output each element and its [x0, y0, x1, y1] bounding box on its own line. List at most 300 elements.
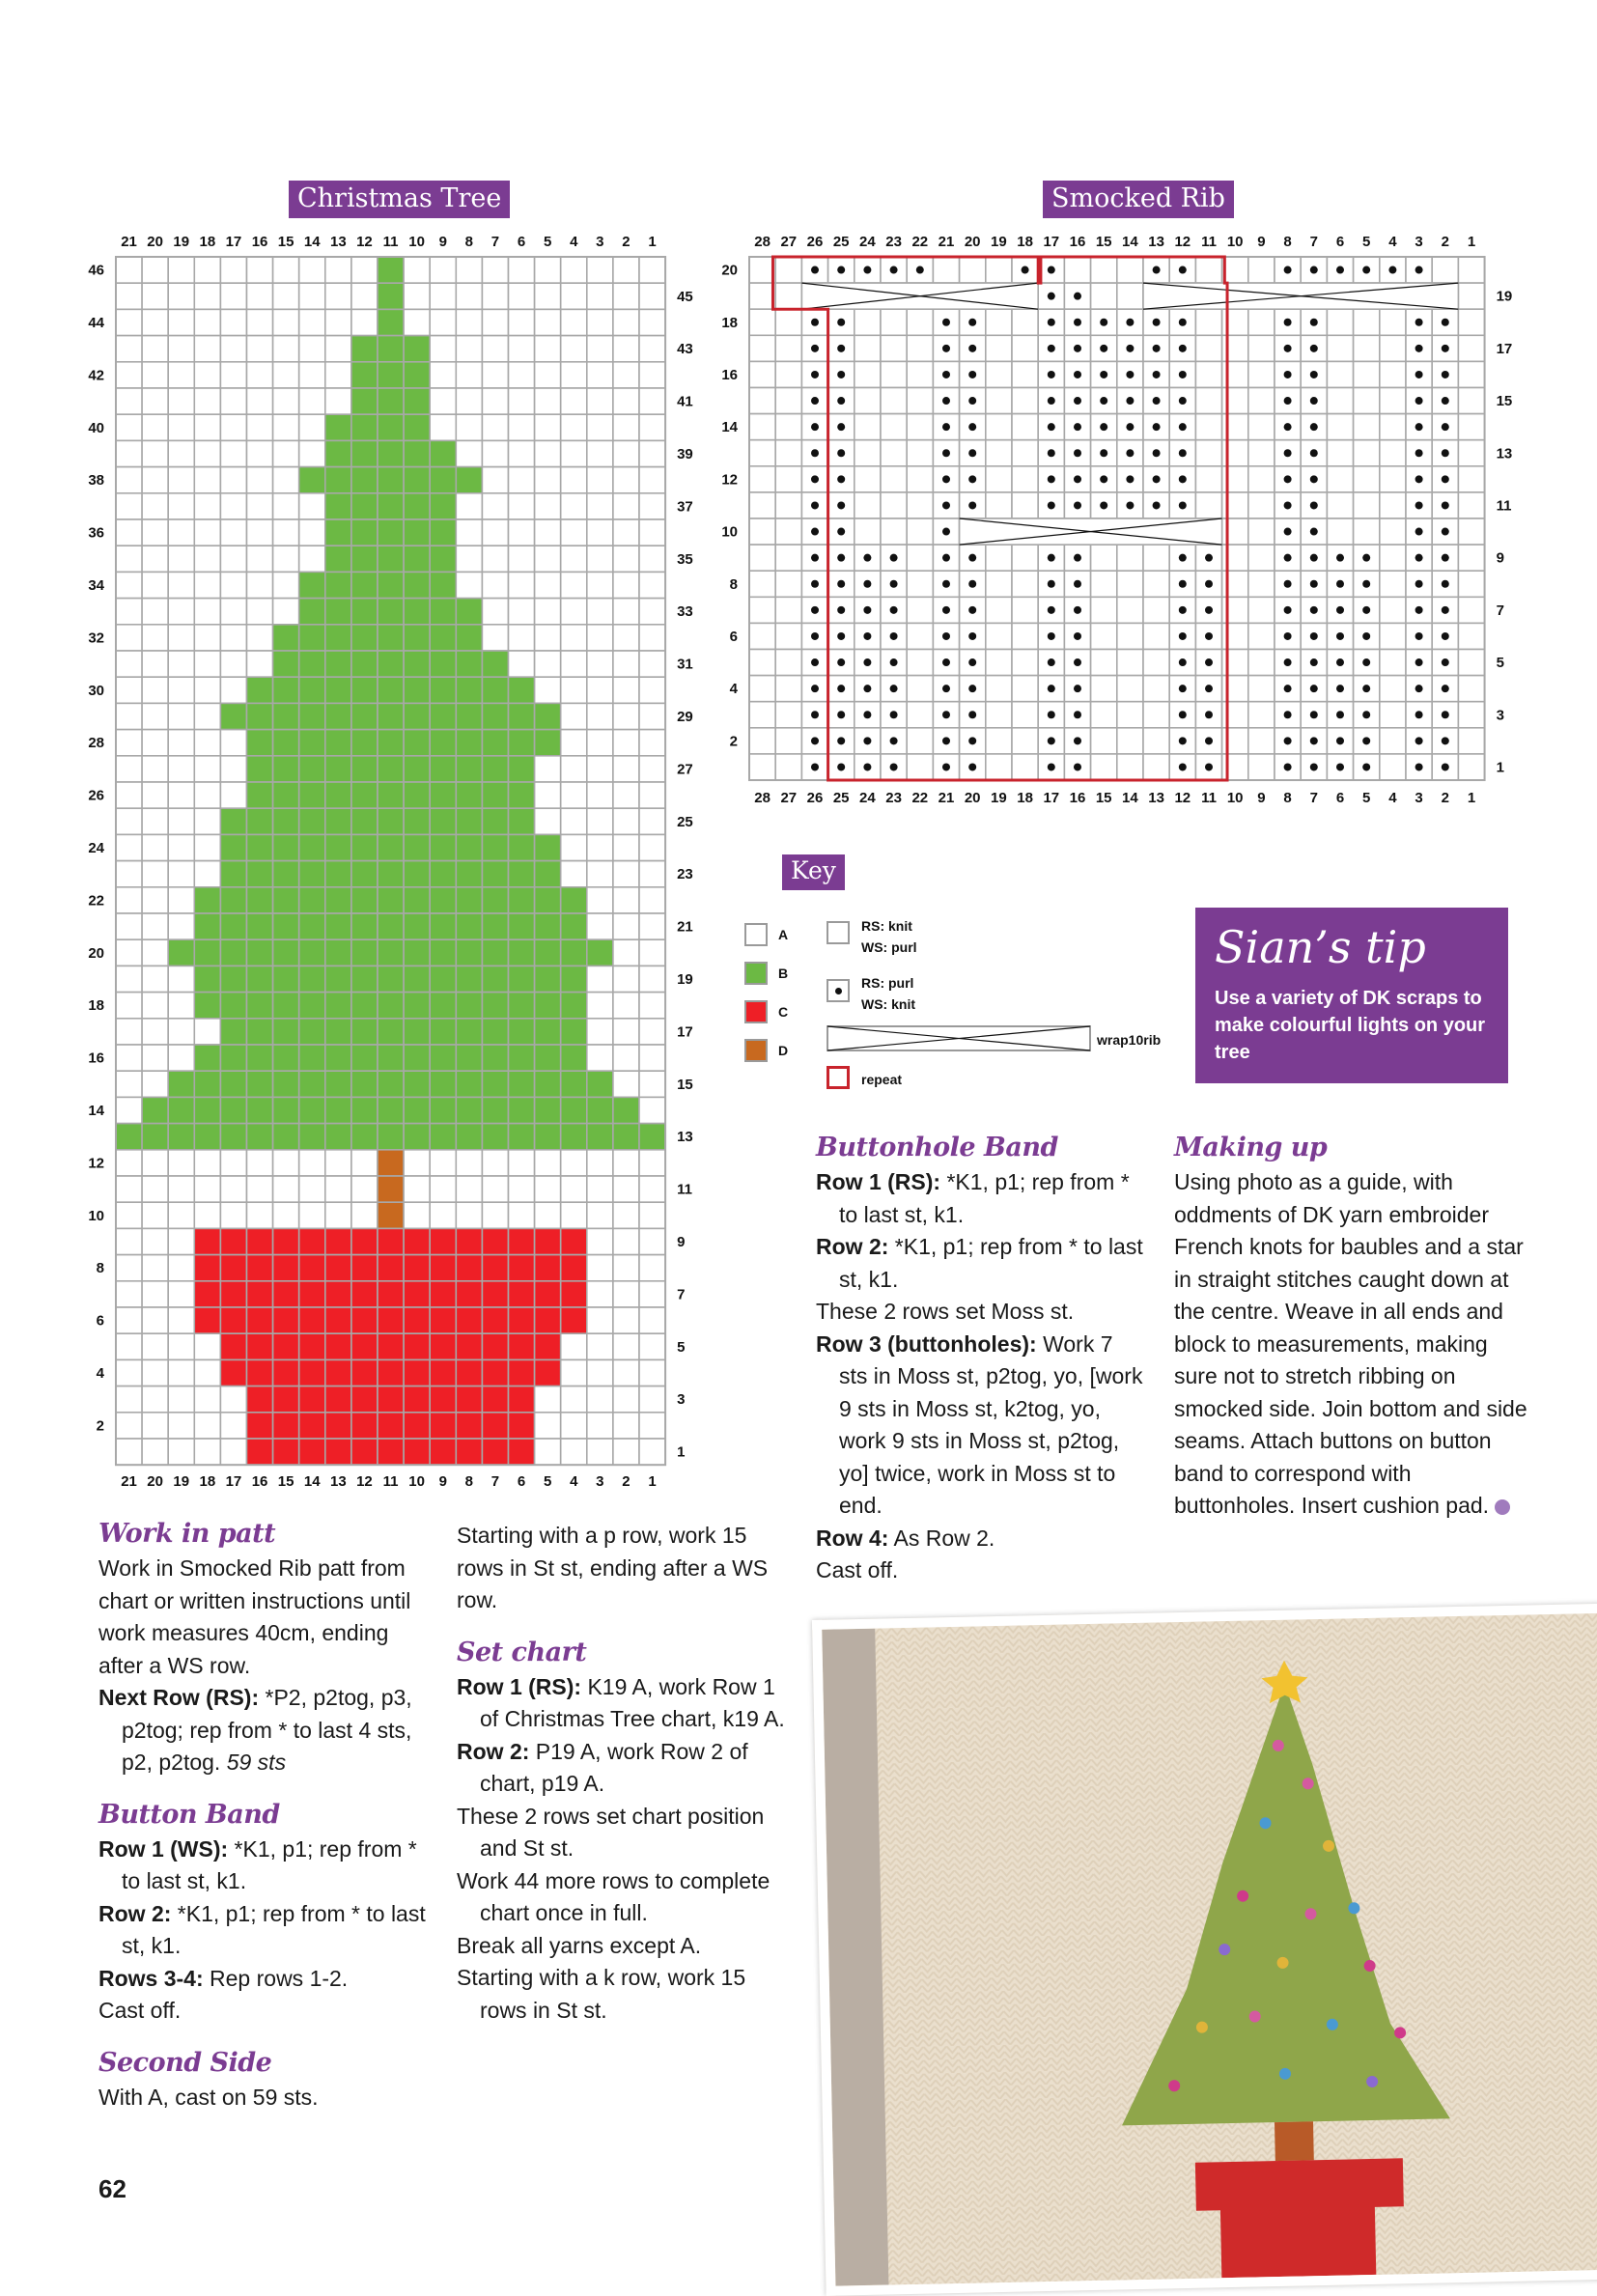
- tree-cell: [378, 440, 404, 466]
- tree-cell: [587, 1333, 613, 1359]
- purl-dot: [1284, 501, 1292, 509]
- tree-cell: [561, 939, 587, 966]
- rib-col-label-bottom: 22: [911, 790, 929, 806]
- purl-dot: [968, 423, 976, 431]
- purl-dot: [1442, 763, 1449, 770]
- tree-cell: [220, 283, 246, 309]
- tree-cell: [456, 730, 482, 756]
- key-purl-ws: WS: knit: [861, 996, 915, 1012]
- row-text: *P2, p2tog, p3, p2tog; rep from * to last 4 sts, p2, p2tog.: [122, 1685, 412, 1775]
- tree-row-label-right: 41: [677, 393, 693, 410]
- tree-cell: [639, 887, 665, 913]
- tree-cell: [509, 1439, 535, 1465]
- tree-cell: [587, 1071, 613, 1097]
- purl-dot: [1442, 423, 1449, 431]
- rib-cell: [1380, 518, 1406, 545]
- tree-cell: [509, 834, 535, 860]
- purl-dot: [1336, 685, 1344, 692]
- tree-cell: [299, 1386, 325, 1413]
- tree-cell: [404, 1386, 430, 1413]
- purl-dot: [1048, 475, 1055, 483]
- tree-row-label-right: 19: [677, 971, 693, 988]
- tree-cell: [561, 1124, 587, 1150]
- purl-dot: [811, 266, 819, 274]
- rib-col-label-top: 27: [780, 234, 798, 250]
- tree-cell: [247, 993, 273, 1019]
- tree-cell: [561, 336, 587, 362]
- rib-cell: [1380, 702, 1406, 728]
- rib-cell: [1248, 309, 1275, 335]
- tree-cell: [587, 1097, 613, 1123]
- purl-dot: [837, 632, 845, 640]
- tree-cell: [587, 1439, 613, 1465]
- rib-cell: [1380, 650, 1406, 676]
- tree-cell: [613, 1045, 639, 1071]
- tree-cell: [404, 625, 430, 651]
- tree-cell: [639, 1281, 665, 1307]
- rib-cell: [907, 440, 933, 466]
- rib-cell: [775, 597, 801, 623]
- tree-row-label-left: 16: [88, 1050, 104, 1067]
- tree-cell: [639, 257, 665, 283]
- row-label: Next Row (RS):: [98, 1685, 260, 1710]
- tree-cell: [168, 1150, 194, 1176]
- rib-cell: [1195, 466, 1221, 492]
- purl-dot: [1336, 711, 1344, 718]
- tree-cell: [116, 730, 142, 756]
- tree-cell: [456, 703, 482, 729]
- purl-dot: [1205, 737, 1213, 744]
- purl-dot: [1415, 528, 1423, 536]
- tree-cell: [325, 414, 351, 440]
- tree-cell: [325, 572, 351, 598]
- tree-cell: [404, 887, 430, 913]
- tree-cell: [613, 651, 639, 677]
- tree-cell: [142, 913, 168, 939]
- tree-cell: [639, 1202, 665, 1228]
- rib-cell: [1248, 545, 1275, 571]
- rib-cell: [1143, 702, 1169, 728]
- tree-col-label-top: 9: [438, 234, 447, 250]
- tree-cell: [142, 730, 168, 756]
- tree-cell: [116, 887, 142, 913]
- tree-cell: [168, 388, 194, 414]
- tree-cell: [639, 1019, 665, 1045]
- rib-col-label-top: 18: [1017, 234, 1033, 250]
- tree-cell: [378, 1202, 404, 1228]
- tree-cell: [299, 467, 325, 493]
- purl-dot: [1336, 606, 1344, 614]
- tree-cell: [509, 939, 535, 966]
- tree-cell: [456, 336, 482, 362]
- purl-dot: [1126, 371, 1134, 378]
- purl-dot: [1126, 475, 1134, 483]
- tree-cell: [613, 939, 639, 966]
- tree-cell: [613, 493, 639, 519]
- rib-cell: [1458, 650, 1484, 676]
- tree-cell: [299, 1333, 325, 1359]
- tree-cell: [404, 1333, 430, 1359]
- tree-cell: [351, 730, 378, 756]
- purl-dot: [1074, 345, 1081, 352]
- purl-dot: [890, 632, 898, 640]
- tree-cell: [299, 887, 325, 913]
- key-color-letter: C: [778, 1004, 789, 1020]
- tree-cell: [142, 414, 168, 440]
- rib-cell: [1012, 754, 1038, 780]
- rib-row-label-left: 20: [721, 262, 738, 279]
- rib-col-label-top: 1: [1467, 234, 1476, 250]
- tree-cell: [587, 834, 613, 860]
- purl-dot: [837, 737, 845, 744]
- rib-col-label-bottom: 17: [1043, 790, 1060, 806]
- purl-dot: [890, 658, 898, 666]
- row-label: Row 4:: [816, 1525, 889, 1551]
- purl-dot: [1362, 632, 1370, 640]
- tree-cell: [168, 1413, 194, 1439]
- rib-cell: [749, 676, 775, 702]
- tree-cell: [509, 257, 535, 283]
- tree-cell: [247, 1176, 273, 1202]
- tree-cell: [639, 808, 665, 834]
- rib-cell: [1012, 650, 1038, 676]
- tree-cell: [220, 1307, 246, 1333]
- tree-cell: [194, 730, 220, 756]
- tree-col-label-top: 7: [490, 234, 500, 250]
- rib-cell: [1143, 650, 1169, 676]
- tree-cell: [168, 440, 194, 466]
- tree-cell: [220, 1386, 246, 1413]
- purl-dot: [942, 423, 950, 431]
- purl-dot: [811, 528, 819, 536]
- tree-cell: [378, 913, 404, 939]
- purl-dot: [811, 345, 819, 352]
- tree-cell: [509, 782, 535, 808]
- rib-cell: [1012, 466, 1038, 492]
- tree-cell: [561, 1255, 587, 1281]
- tree-cell: [535, 834, 561, 860]
- tree-cell: [247, 966, 273, 992]
- rib-cell: [1195, 309, 1221, 335]
- tree-cell: [273, 572, 299, 598]
- tree-cell: [482, 257, 508, 283]
- tree-col-label-bottom: 9: [438, 1473, 447, 1491]
- rib-cell: [881, 335, 907, 361]
- tree-cell: [404, 572, 430, 598]
- tree-cell: [142, 1045, 168, 1071]
- tree-cell: [351, 1150, 378, 1176]
- tree-cell: [430, 1386, 456, 1413]
- tree-cell: [613, 309, 639, 335]
- purl-dot: [1415, 449, 1423, 457]
- tree-cell: [587, 1019, 613, 1045]
- tree-cell: [247, 440, 273, 466]
- tree-cell: [299, 993, 325, 1019]
- rib-cell: [907, 623, 933, 649]
- tree-cell: [535, 1071, 561, 1097]
- tree-cell: [509, 1228, 535, 1254]
- tree-cell: [273, 1307, 299, 1333]
- tree-cell: [482, 1124, 508, 1150]
- tree-cell: [561, 730, 587, 756]
- tree-col-label-bottom: 2: [622, 1473, 630, 1491]
- tree-cell: [378, 756, 404, 782]
- tree-cell: [273, 1439, 299, 1465]
- purl-dot: [1205, 763, 1213, 770]
- instruction-row: [457, 1736, 795, 1801]
- tree-cell: [430, 1045, 456, 1071]
- tree-cell: [299, 939, 325, 966]
- tree-cell: [587, 519, 613, 546]
- tree-cell: [116, 651, 142, 677]
- tree-cell: [299, 966, 325, 992]
- tree-cell: [220, 861, 246, 887]
- purl-dot: [1284, 528, 1292, 536]
- purl-dot: [1310, 449, 1318, 457]
- tree-cell: [587, 966, 613, 992]
- tree-cell: [587, 414, 613, 440]
- tree-cell: [273, 599, 299, 625]
- tree-cell: [116, 1413, 142, 1439]
- tree-cell: [639, 1228, 665, 1254]
- tree-cell: [509, 1413, 535, 1439]
- tree-cell: [613, 1097, 639, 1123]
- tree-row-label-right: 31: [677, 656, 693, 673]
- rib-col-label-top: 26: [806, 234, 824, 250]
- tree-cell: [561, 599, 587, 625]
- purl-dot: [1179, 266, 1187, 274]
- tree-cell: [247, 1019, 273, 1045]
- tree-cell: [247, 1045, 273, 1071]
- tree-cell: [325, 1386, 351, 1413]
- purl-dot: [863, 632, 871, 640]
- tree-cell: [299, 834, 325, 860]
- tree-col-label-top: 14: [303, 234, 321, 250]
- tree-cell: [509, 1359, 535, 1386]
- rib-col-label-bottom: 24: [859, 790, 876, 806]
- tree-cell: [509, 440, 535, 466]
- tree-cell: [456, 1019, 482, 1045]
- tree-cell: [535, 1176, 561, 1202]
- tree-cell: [509, 519, 535, 546]
- tree-cell: [194, 467, 220, 493]
- purl-dot: [1442, 319, 1449, 326]
- tree-cell: [404, 493, 430, 519]
- tree-cell: [116, 834, 142, 860]
- instruction-row: [816, 1166, 1144, 1231]
- purl-dot: [863, 580, 871, 588]
- tree-cell: [587, 467, 613, 493]
- purl-dot: [1074, 737, 1081, 744]
- rib-cell: [986, 571, 1012, 597]
- rib-cell: [1012, 571, 1038, 597]
- tree-cell: [116, 1071, 142, 1097]
- rib-cell: [1091, 257, 1117, 283]
- tree-cell: [613, 257, 639, 283]
- rib-cell: [749, 309, 775, 335]
- rib-cell: [1327, 335, 1353, 361]
- tree-cell: [273, 546, 299, 572]
- tree-cell: [509, 414, 535, 440]
- tree-cell: [220, 808, 246, 834]
- tree-cell: [482, 1150, 508, 1176]
- tree-cell: [430, 1019, 456, 1045]
- tree-cell: [482, 362, 508, 388]
- tree-cell: [325, 782, 351, 808]
- tree-cell: [509, 677, 535, 703]
- purl-dot: [1179, 397, 1187, 405]
- tree-cell: [482, 519, 508, 546]
- tree-cell: [220, 1071, 246, 1097]
- instruction-text: Starting with a p row, work 15 rows in St st, ending after a WS row.: [457, 1523, 769, 1612]
- purl-dot: [968, 397, 976, 405]
- tree-cell: [482, 309, 508, 335]
- purl-dot: [1310, 554, 1318, 562]
- tree-cell: [142, 808, 168, 834]
- tree-row-label-right: 23: [677, 866, 693, 883]
- tree-cell: [220, 756, 246, 782]
- instruction-text: Cast off.: [98, 1998, 182, 2023]
- tree-cell: [168, 1439, 194, 1465]
- tree-cell: [325, 309, 351, 335]
- rib-col-label-top: 7: [1309, 234, 1318, 250]
- tree-cell: [404, 1255, 430, 1281]
- tree-cell: [456, 599, 482, 625]
- tree-cell: [351, 1176, 378, 1202]
- tree-col-label-top: 12: [356, 234, 373, 250]
- rib-cell: [775, 728, 801, 754]
- tree-cell: [509, 1045, 535, 1071]
- rib-cell: [907, 545, 933, 571]
- tree-cell: [613, 519, 639, 546]
- tree-cell: [168, 414, 194, 440]
- tree-cell: [194, 1255, 220, 1281]
- tree-col-label-bottom: 7: [490, 1473, 500, 1491]
- tree-cell: [482, 913, 508, 939]
- purl-dot: [1336, 580, 1344, 588]
- tree-cell: [168, 677, 194, 703]
- tree-cell: [482, 388, 508, 414]
- tree-cell: [220, 1176, 246, 1202]
- tree-cell: [351, 336, 378, 362]
- tree-cell: [273, 1176, 299, 1202]
- purl-dot: [837, 554, 845, 562]
- tree-cell: [613, 572, 639, 598]
- purl-dot: [1074, 554, 1081, 562]
- tree-cell: [325, 493, 351, 519]
- tree-cell: [639, 756, 665, 782]
- tree-cell: [561, 1202, 587, 1228]
- tree-cell: [325, 808, 351, 834]
- tree-cell: [116, 703, 142, 729]
- rib-col-label-bottom: 25: [832, 790, 850, 806]
- purl-dot: [1415, 711, 1423, 718]
- purl-dot: [1362, 711, 1370, 718]
- tree-cell: [535, 309, 561, 335]
- tree-cell: [587, 546, 613, 572]
- purl-dot: [1442, 528, 1449, 536]
- tree-cell: [325, 1045, 351, 1071]
- tree-cell: [168, 993, 194, 1019]
- purl-dot: [1442, 501, 1449, 509]
- purl-dot: [890, 580, 898, 588]
- tree-cell: [273, 467, 299, 493]
- tree-cell: [639, 730, 665, 756]
- tree-cell: [613, 703, 639, 729]
- rib-col-label-top: 28: [754, 234, 770, 250]
- tree-cell: [482, 1386, 508, 1413]
- rib-col-label-bottom: 1: [1467, 790, 1476, 806]
- rib-cell: [749, 492, 775, 518]
- tree-cell: [142, 861, 168, 887]
- tree-cell: [351, 1228, 378, 1254]
- tree-cell: [378, 625, 404, 651]
- rib-cell: [749, 414, 775, 440]
- rib-cell: [1012, 545, 1038, 571]
- rib-cell: [749, 650, 775, 676]
- tree-cell: [639, 1307, 665, 1333]
- rib-cell: [775, 545, 801, 571]
- tree-cell: [273, 1333, 299, 1359]
- tree-cell: [456, 1228, 482, 1254]
- purl-dot: [890, 711, 898, 718]
- tree-cell: [194, 1439, 220, 1465]
- tree-cell: [142, 1097, 168, 1123]
- tree-cell: [430, 336, 456, 362]
- rib-cell: [960, 257, 986, 283]
- tree-cell: [456, 861, 482, 887]
- purl-dot: [1284, 371, 1292, 378]
- tree-cell: [220, 257, 246, 283]
- rib-row-label-left: 16: [721, 366, 738, 383]
- key-knit-rs: RS: knit: [861, 918, 912, 934]
- rib-cell: [1091, 597, 1117, 623]
- tree-cell: [509, 1071, 535, 1097]
- tree-cell: [299, 1019, 325, 1045]
- tree-cell: [351, 546, 378, 572]
- tree-cell: [325, 1150, 351, 1176]
- tree-cell: [325, 966, 351, 992]
- tree-cell: [509, 625, 535, 651]
- purl-dot: [1048, 449, 1055, 457]
- rib-cell: [1117, 257, 1143, 283]
- tree-cell: [430, 887, 456, 913]
- tree-col-label-top: 3: [596, 234, 604, 250]
- rib-cell: [1354, 414, 1380, 440]
- rib-cell: [1458, 754, 1484, 780]
- purl-dot: [1362, 554, 1370, 562]
- tree-row-label-right: 43: [677, 341, 693, 358]
- tree-cell: [456, 966, 482, 992]
- tree-cell: [116, 808, 142, 834]
- tree-cell: [639, 599, 665, 625]
- tree-cell: [168, 283, 194, 309]
- tree-cell: [194, 703, 220, 729]
- tree-cell: [639, 1045, 665, 1071]
- tree-cell: [168, 1386, 194, 1413]
- tree-cell: [378, 1359, 404, 1386]
- rib-cell: [1458, 728, 1484, 754]
- rib-cell: [855, 309, 881, 335]
- making-up-section: [1174, 1130, 1527, 1523]
- purl-dot: [1415, 423, 1423, 431]
- tree-cell: [273, 1124, 299, 1150]
- purl-dot: [968, 501, 976, 509]
- tree-cell: [561, 966, 587, 992]
- tree-cell: [613, 913, 639, 939]
- purl-dot: [1048, 685, 1055, 692]
- tree-cell: [456, 677, 482, 703]
